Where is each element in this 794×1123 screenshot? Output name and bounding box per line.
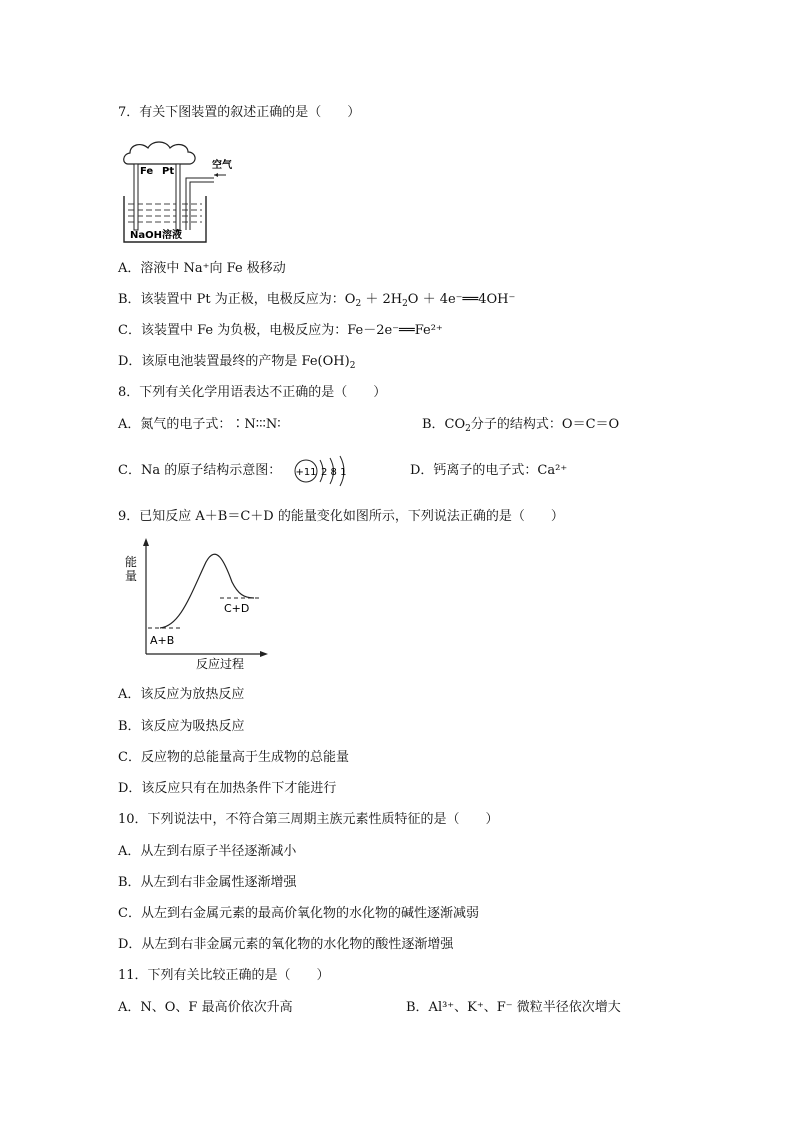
q9-stem: 9．已知反应 A＋B＝C＋D 的能量变化如图所示，下列说法正确的是（ ）	[118, 509, 564, 524]
pt-label: Pt	[162, 166, 175, 177]
q11-option-b: B．Al³⁺、K⁺、F⁻ 微粒半径依次增大	[406, 1000, 621, 1015]
reactants-label: A+B	[150, 634, 175, 647]
energy-axis-label-char: 能	[125, 555, 138, 569]
q7-option-c: C．该装置中 Fe 为负极，电极反应为：Fe－2e⁻══Fe²⁺	[118, 323, 443, 338]
q8-option-c: C．Na 的原子结构示意图：	[118, 463, 282, 478]
energy-curve	[160, 554, 254, 628]
q10-option-b: B．从左到右非金属性逐渐增强	[118, 875, 297, 890]
q8-option-a: A．氮气的电子式：∶N∶∶∶N∶	[118, 417, 281, 432]
q11-stem: 11．下列有关比较正确的是（ ）	[118, 968, 330, 983]
na-atom-structure-diagram	[292, 452, 356, 490]
electron-shells: 2 8 1	[321, 467, 347, 478]
q10-stem: 10．下列说法中，不符合第三周期主族元素性质特征的是（ ）	[118, 812, 499, 827]
q7-option-b: B．该装置中 Pt 为正极，电极反应为：$O_2 + 2H_2O$ ＋ 4e⁻══4OH⁻	[118, 292, 516, 309]
q7-electrolysis-figure	[118, 138, 250, 246]
q8-option-b: B．$CO_2$分子的结构式：O＝C＝O	[422, 417, 620, 434]
q10-option-a: A．从左到右原子半径逐渐减小	[118, 844, 297, 859]
q8-option-d: D．钙离子的电子式：Ca²⁺	[410, 463, 568, 478]
reaction-process-label: 反应过程	[196, 657, 245, 670]
q9-energy-diagram	[120, 536, 270, 670]
air-label: 空气	[212, 160, 232, 171]
fe-label: Fe	[140, 166, 154, 177]
cloud-shape	[124, 142, 195, 164]
q7-stem: 7．有关下图装置的叙述正确的是（ ）	[118, 105, 361, 120]
q9-option-a: A．该反应为放热反应	[118, 687, 245, 702]
q8-stem: 8．下列有关化学用语表达不正确的是（ ）	[118, 385, 387, 400]
products-label: C+D	[224, 602, 250, 615]
q10-option-c: C．从左到右金属元素的最高价氧化物的水化物的碱性逐渐减弱	[118, 906, 479, 921]
q9-option-d: D．该反应只有在加热条件下才能进行	[118, 781, 337, 796]
q9-option-b: B．该反应为吸热反应	[118, 719, 245, 734]
energy-axis-label	[125, 554, 137, 583]
q11-option-a: A．N、O、F 最高价依次升高	[118, 1000, 293, 1015]
q7-option-d: D．该原电池装置最终的产物是 $Fe(OH)_2$	[118, 354, 356, 371]
energy-axis-label-char: 量	[125, 569, 138, 583]
q10-option-d: D．从左到右非金属元素的氧化物的水化物的酸性逐渐增强	[118, 937, 454, 952]
q7-option-a: A．溶液中 Na⁺向 Fe 极移动	[118, 261, 286, 276]
q9-option-c: C．反应物的总能量高于生成物的总能量	[118, 750, 349, 765]
nucleus-charge: +11	[295, 467, 317, 478]
naoh-solution-label: NaOH溶液	[130, 230, 182, 241]
